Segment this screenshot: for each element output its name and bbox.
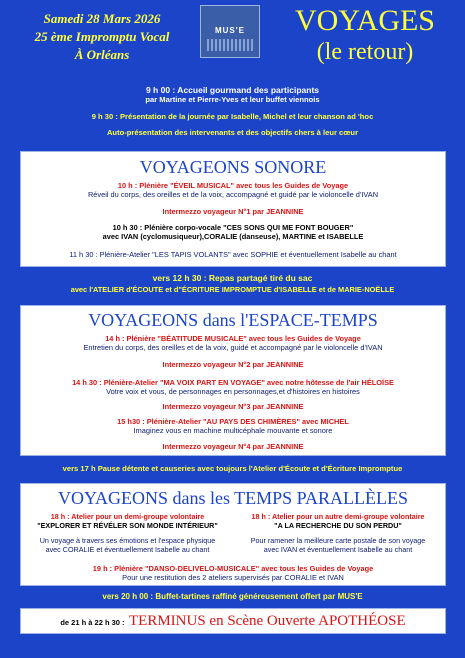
event-header (12, 10, 192, 64)
workshop-left (25, 512, 230, 554)
session-ma-voix-title: 14 h 30 : Plénière-Atelier "MA VOIX PART EN VOYAGE" avec notre hôtesse de l'air HÉLOÏSE (72, 378, 394, 387)
workshop-left-guides: avec CORALIE et éventuellement Isabelle au chant (45, 545, 210, 554)
workshop-left-time: 18 h : Atelier pour un demi-groupe volontaire (50, 512, 205, 521)
logo-graphic (207, 39, 253, 51)
session-eveil-title: 10 h : Plénière "ÉVEIL MUSICAL" avec tous les Guides de Voyage (117, 181, 349, 190)
event-city: À Orléans (74, 47, 130, 62)
intro-welcome-hosts: par Martine et Pierre-Yves et leur buffet viennois (145, 95, 320, 104)
intermezzo-3: Intermezzo voyageur N°3 par JEANNINE (162, 402, 304, 411)
workshop-right-time: 18 h : Atelier pour un autre demi-groupe volontaire (251, 512, 425, 521)
workshop-left-desc: Un voyage à travers ses émotions et l'espace physique (39, 536, 216, 545)
section-title: VOYAGEONS dans l'ESPACE-TEMPS (88, 310, 378, 330)
session-danso-desc: Pour une restitution des 2 ateliers supervisés par CORALIE et IVAN (122, 573, 344, 582)
workshop-right-guides: avec IVAN et éventuellement Isabelle au chant (263, 545, 413, 554)
session-beatitude-desc: Entretien du corps, des oreilles et de la voix, guidé et accompagné par le violoncelle d'IVAN (83, 343, 383, 352)
intermezzo-1: Intermezzo voyageur N°1 par JEANNINE (162, 207, 304, 216)
page-subtitle: (le retour) (316, 39, 414, 65)
section-espace-temps (20, 305, 446, 456)
workshop-right-desc: Pour ramener la meilleure carte postale de son voyage (250, 536, 426, 545)
session-danso-title: 19 h : Plénière "DANSO-DELIVELO-MUSICALE" avec tous les Guides de Voyage (92, 564, 374, 573)
session-eveil (21, 181, 445, 190)
session-corpo-vocale-desc: avec IVAN (cyclomusiqueur),CORALIE (danseuse), MARTINE et ISABELLE (102, 232, 364, 241)
session-chimeres (21, 417, 445, 426)
lunch-break: vers 12 h 30 : Repas partagé tiré du sac (152, 273, 313, 283)
session-ma-voix-desc: Votre voix et vous, de personnages en personnages,et d'histoires en histoires (106, 387, 360, 396)
section-sonore (20, 151, 446, 267)
intro-presentation: 9 h 30 : Présentation de la journée par Isabelle, Michel et leur chanson ad 'hoc (91, 112, 374, 121)
section-title: VOYAGEONS SONORE (139, 157, 327, 177)
section-temps-paralleles (20, 483, 446, 586)
session-corpo-vocale: 10 h 30 : Plénière corpo-vocale "CES SONS QUI ME FONT BOUGER" (112, 223, 354, 232)
event-name: 25 ème Impromptu Vocal (34, 29, 170, 44)
workshop-right-title: "A LA RECHERCHE DU SON PERDU" (274, 521, 402, 530)
session-eveil-desc: Réveil du corps, des oreilles et de la voix, accompagné et guidé par le violoncelle d'IVAN (87, 190, 379, 199)
intro-welcome: 9 h 00 : Accueil gourmand des participants (145, 85, 320, 95)
session-ma-voix (21, 378, 445, 387)
intermezzo-2: Intermezzo voyageur N°2 par JEANNINE (162, 360, 304, 369)
section-title: VOYAGEONS dans les TEMPS PARALLÈLES (57, 488, 409, 508)
event-date: Samedi 28 Mars 2026 (43, 11, 161, 26)
session-tapis-volants: 11 h 30 : Plénière-Atelier "LES TAPIS VOLANTS" avec SOPHIE et éventuellement Isabelle au chant (69, 250, 397, 259)
session-chimeres-title: 15 h30 : Plénière-Atelier "AU PAYS DES CHIMÈRES" avec MICHEL (117, 417, 349, 426)
pause-break: vers 17 h Pause détente et causeries avec toujours l'Atelier d'Écoute et d'Écriture Impromptue (62, 464, 403, 473)
page-title: VOYAGES (294, 4, 435, 37)
intermezzo-4: Intermezzo voyageur N°4 par JEANNINE (162, 442, 304, 451)
terminus-title: TERMINUS en Scène Ouverte APOTHÉOSE (129, 613, 406, 629)
buffet: vers 20 h 00 : Buffet-tartines raffiné généreusement offert par MUS'E (102, 592, 363, 601)
session-beatitude-title: 14 h : Plénière "BÉATITUDE MUSICALE" avec tous les Guides de Voyage (105, 334, 361, 343)
session-danso (21, 564, 445, 573)
muse-logo (200, 5, 260, 58)
workshop-left-title: "EXPLORER ET RÉVÉLER SON MONDE INTÉRIEUR" (37, 521, 218, 530)
terminus-time: de 21 h à 22 h 30 : (60, 618, 125, 627)
intro-auto-presentation: Auto-présentation des intervenants et des objectifs chers à leur cœur (106, 128, 359, 137)
session-chimeres-desc: Imaginez vous en machine multicéphale mouvante et sonore (133, 426, 333, 435)
lunch-workshop: avec l'ATELIER d'ÉCOUTE et d"ÉCRITURE IMPROMPTUE d'ISABELLE et de MARIE-NOËLLE (70, 285, 395, 294)
session-beatitude (21, 334, 445, 343)
terminus-box (20, 608, 446, 634)
workshop-right (235, 512, 441, 554)
logo-text: MUS'E (214, 26, 245, 35)
